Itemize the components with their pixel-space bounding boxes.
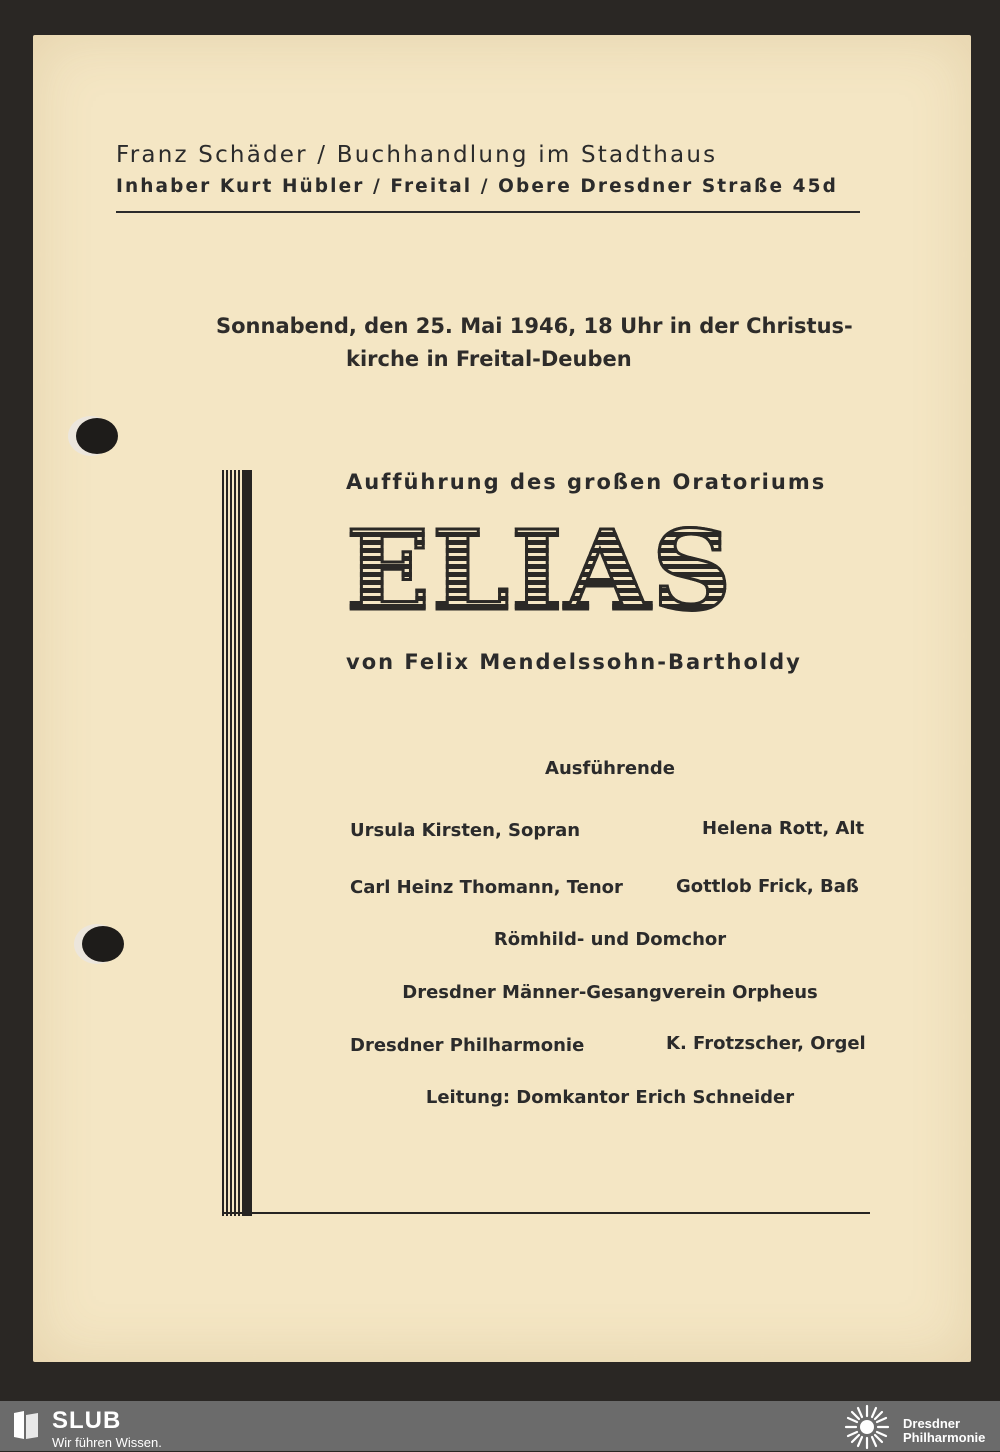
concert-program-sheet (33, 35, 971, 1362)
performer-alto: Helena Rott, Alt (702, 818, 865, 839)
oratorio-subtitle: Aufführung des großen Oratoriums (346, 470, 827, 494)
performers-heading: Ausführende (545, 758, 675, 779)
partner-name-line2: Philharmonie (903, 1430, 986, 1445)
publisher-line: Franz Schäder / Buchhandlung im Stadthaus (116, 142, 718, 168)
publisher-address-line: Inhaber Kurt Hübler / Freital / Obere Dresdner Straße 45d (116, 176, 838, 197)
punch-hole-top (76, 418, 118, 454)
decorative-vertical-bar-solid (244, 470, 252, 1216)
performer-organ: K. Frotzscher, Orgel (666, 1033, 866, 1054)
punch-hole-bottom (82, 926, 124, 962)
slub-tagline: Wir führen Wissen. (52, 1435, 162, 1450)
partner-name-line1: Dresdner (903, 1416, 961, 1431)
performer-mens-choir: Dresdner Männer-Gesangverein Orpheus (402, 982, 818, 1003)
oratorio-title: ELIAS (346, 506, 734, 635)
sunburst-logo-icon[interactable] (842, 1402, 892, 1452)
performer-orchestra: Dresdner Philharmonie (350, 1035, 585, 1056)
bottom-divider (222, 1212, 870, 1214)
footer-bar (0, 1401, 1000, 1451)
performer-bass: Gottlob Frick, Baß (676, 876, 859, 897)
event-venue-line: kirche in Freital-Deuben (346, 347, 632, 371)
performer-tenor: Carl Heinz Thomann, Tenor (350, 877, 623, 898)
composer-line: von Felix Mendelssohn-Bartholdy (346, 650, 802, 674)
performer-choir: Römhild- und Domchor (493, 929, 727, 950)
slub-name[interactable]: SLUB (52, 1407, 122, 1434)
book-icon (12, 1409, 40, 1441)
event-date-line: Sonnabend, den 25. Mai 1946, 18 Uhr in der Christus- (216, 314, 853, 338)
performer-soprano: Ursula Kirsten, Sopran (350, 820, 581, 841)
performer-conductor: Leitung: Domkantor Erich Schneider (425, 1087, 795, 1108)
header-divider (116, 211, 860, 213)
